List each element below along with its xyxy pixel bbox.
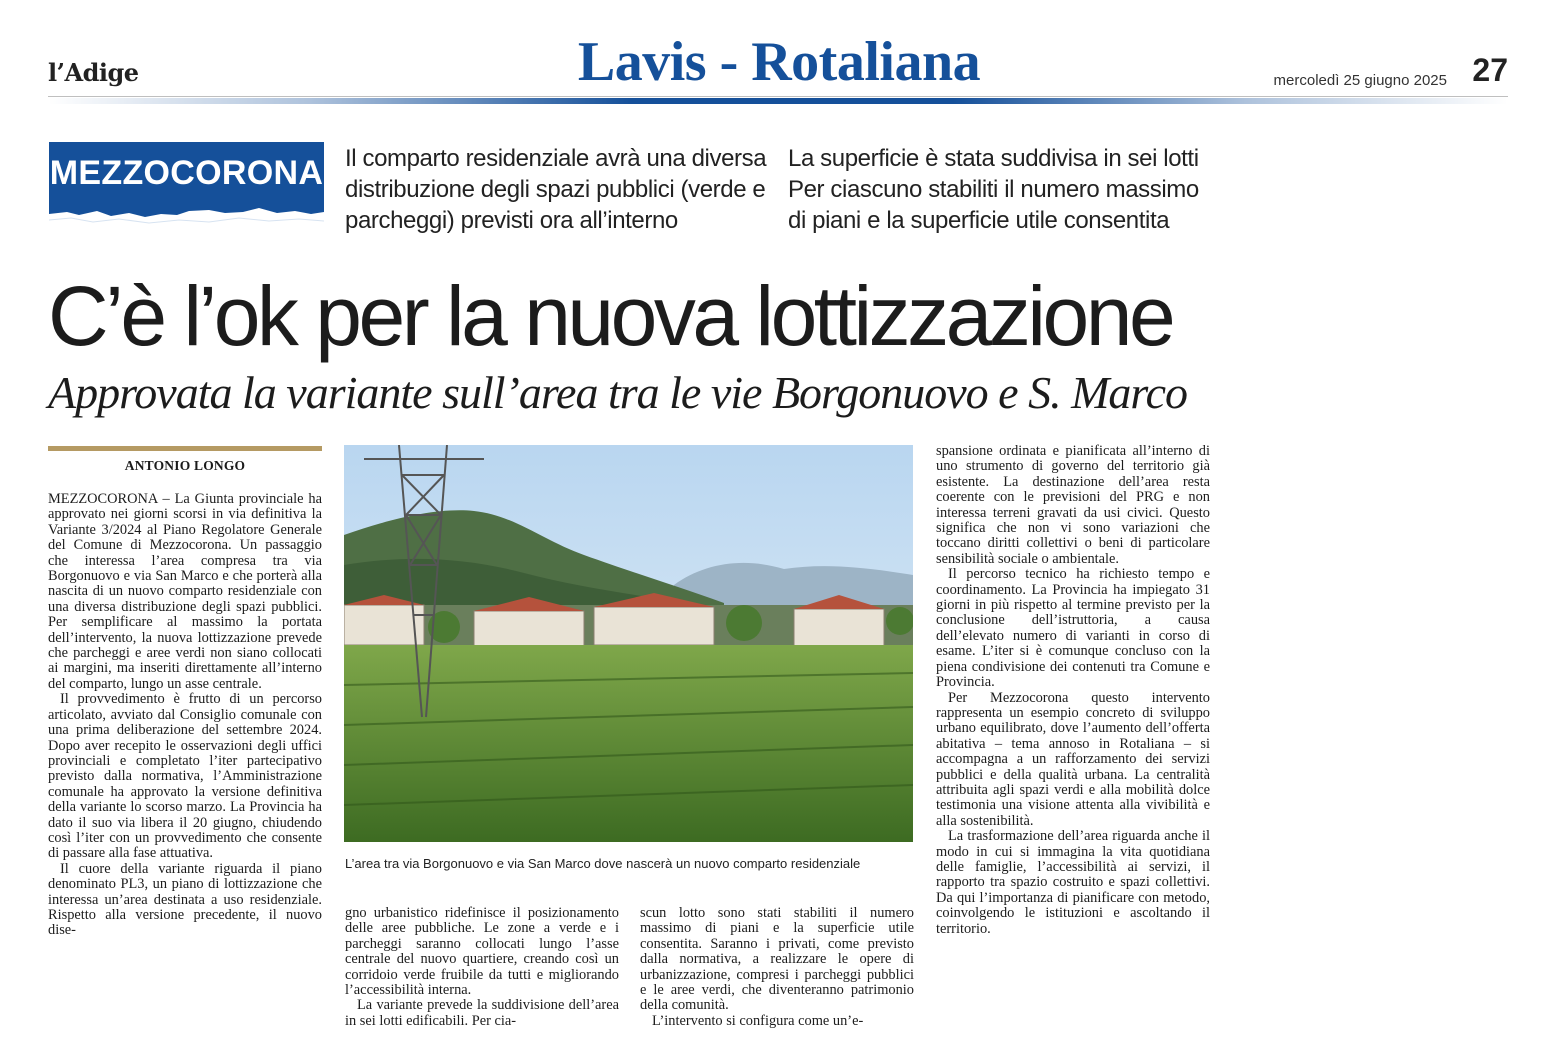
paragraph: gno urbanistico ridefinisce il posizionamento delle aree pubbliche. Le zone a verde e i parcheggi saranno collocati lungo l’asse centrale del nuovo quartiere, creando così un corridoio verde fruibile da tutti e migliorando l’accessibilità interna.: [345, 905, 619, 999]
paragraph: Il cuore della variante riguarda il piano denominato PL3, un piano di lottizzazione che interessa un’area destinata a uso residenziale. Rispetto alla versione precedente, il nuovo dise-: [48, 860, 322, 939]
paragraph: MEZZOCORONA – La Giunta provinciale ha approvato nei giorni scorsi in via definitiva la Variante 3/2024 al Piano Regolatore Generale del Comune di Mezzocorona. Un passaggio che interessa l’area compresa tra via Borgonuovo e via San Marco e che porterà alla nascita di un nuovo comparto residenziale con una diversa distribuzione degli spazi pubblici. Per semplificare al massimo la portata dell’intervento, la nuova lottizzazione prevede che parcheggi e aree verdi non siano collocati ai margini, ma inseriti direttamente all’interno del comparto, lungo un asse centrale.: [48, 491, 322, 692]
paragraph: L’intervento si configura come un’e-: [652, 1012, 864, 1029]
photo-caption: L’area tra via Borgonuovo e via San Marco dove nascerà un nuovo comparto residenziale: [345, 856, 861, 871]
paragraph: Il percorso tecnico ha richiesto tempo e coordinamento. La Provincia ha impiegato 31 giorni in più rispetto al termine previsto per la conclusione dell’istruttoria, a causa dell’elevato numero di varianti in corso di esame. L’iter si è comunque concluso con la piena condivisione dei contenuti tra Comune e Provincia.: [936, 566, 1210, 691]
vineyard-landscape-illustration: [344, 445, 913, 842]
byline-rule: [48, 446, 322, 451]
header-blue-rule: [48, 98, 1508, 104]
kicker-badge: [49, 142, 324, 238]
headline: C’è l’ok per la nuova lottizzazione: [48, 269, 1173, 363]
paragraph: Il provvedimento è frutto di un percorso articolato, avviato dal Consiglio comunale con una prima deliberazione del settembre 2024. Dopo aver recepito le osservazioni degli uffici provinciali e completato l’iter partecipativo previsto dalla normativa, l’Amministrazione comunale ha approvato la versione definitiva della variante lo scorso marzo. La Provincia ha dato il suo via libera il 20 giugno, chiudendo così l’iter con un provvedimento che consente di passare alla fase attuativa.: [48, 691, 322, 862]
header-divider: [48, 96, 1508, 97]
kicker-label: MEZZOCORONA: [49, 154, 324, 192]
paragraph: La variante prevede la suddivisione dell’area in sei lotti edificabili. Per cia-: [345, 997, 619, 1029]
article-column-2: [345, 906, 619, 1029]
article-column-3: [640, 906, 914, 1029]
summary-deck-2: La superficie è stata suddivisa in sei lotti Per ciascuno stabiliti il numero massimo di piani e la superficie utile consentita: [788, 145, 1199, 234]
summary-deck-1: Il comparto residenziale avrà una diversa distribuzione degli spazi pubblici (verde e parcheggi) previsti ora all’interno: [345, 145, 767, 234]
publication-date: mercoledì 25 giugno 2025: [1273, 72, 1447, 89]
article-column-4: [936, 444, 1210, 937]
paragraph: La trasformazione dell’area riguarda anche il modo in cui si immagina la vita quotidiana delle famiglie, l’accessibilità ai servizi, il rapporto tra spazio costruito e spazi collettivi. Da qui l’importanza di pianificare con metodo, coinvolgendo le istituzioni e ascoltando il territorio.: [936, 828, 1210, 937]
section-title: Lavis - Rotaliana: [577, 31, 981, 93]
page-number: 27: [1472, 52, 1508, 88]
newspaper-logo: l’Adige: [48, 58, 139, 87]
byline: ANTONIO LONGO: [124, 458, 246, 473]
article-column-1: [48, 492, 322, 939]
vineyard-photo: [344, 445, 913, 842]
subheadline: Approvata la variante sull’area tra le vie Borgonuovo e S. Marco: [48, 367, 1188, 418]
paragraph: Per Mezzocorona questo intervento rappresenta un esempio concreto di sviluppo urbano equilibrato, dove l’aumento dell’offerta abitativa – tema annoso in Rotaliana – si accompagna a un rafforzamento dei servizi pubblici e della qualità urbana. La centralità attribuita agli spazi verdi e alla mobilità dolce testimonia una visione attenta alla vivibilità e alla sostenibilità.: [936, 689, 1210, 829]
paragraph: spansione ordinata e pianificata all’interno di uno strumento di governo del territorio già esistente. La destinazione dell’area resta coerente con le previsioni del PRG e non interessa terreni gravati da usi civici. Questo significa che non vi sono variazioni che toccano diritti collettivi o beni di particolare sensibilità sociale o ambientale.: [936, 443, 1210, 567]
paragraph: scun lotto sono stati stabiliti il numero massimo di piani e la superficie utile consentita. Saranno i privati, come previsto dalla normativa, a realizzare le opere di urbanizzazione, compresi i parcheggi pubblici e le aree verdi, che diventeranno patrimonio della comunità.: [640, 905, 914, 1014]
